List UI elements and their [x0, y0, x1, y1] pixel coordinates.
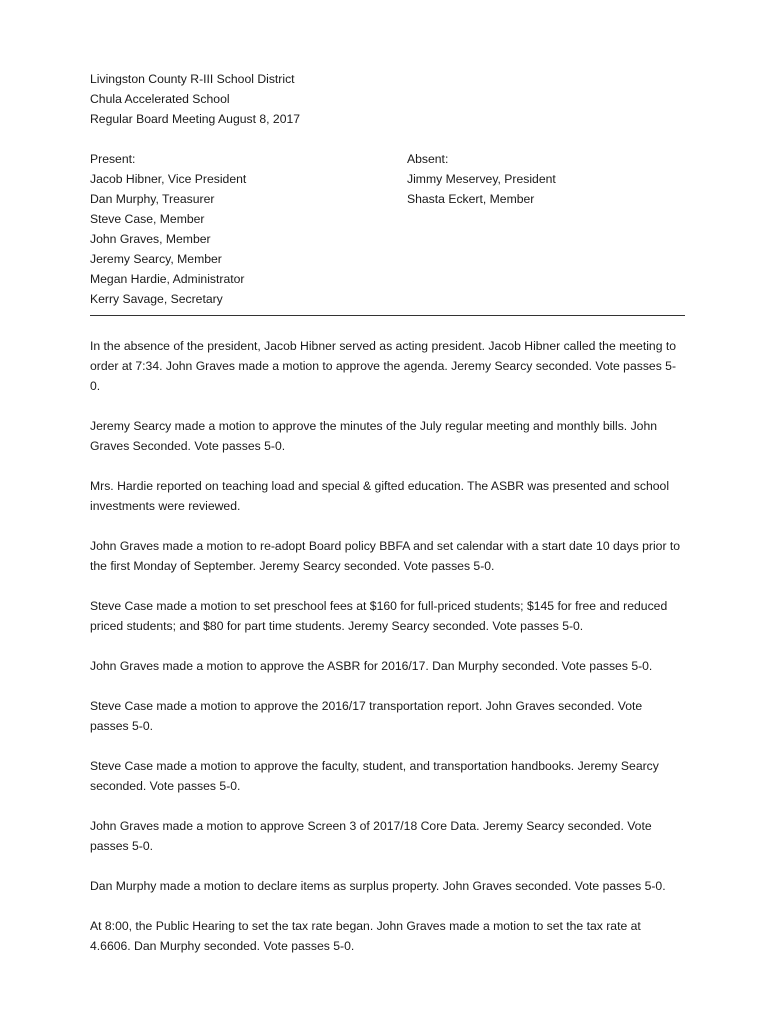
present-column [90, 149, 407, 309]
present-label: Present: [90, 152, 136, 166]
present-member: Jeremy Searcy, Member [90, 252, 222, 266]
school-name: Chula Accelerated School [90, 92, 230, 106]
present-member: John Graves, Member [90, 232, 211, 246]
document-header [90, 69, 685, 129]
present-member: Dan Murphy, Treasurer [90, 192, 215, 206]
minutes-paragraph: Mrs. Hardie reported on teaching load and special & gifted education. The ASBR was presented and school investments were reviewed. [90, 479, 670, 513]
absent-member: Shasta Eckert, Member [407, 192, 535, 206]
absent-member: Jimmy Meservey, President [407, 172, 556, 186]
minutes-paragraph: Jeremy Searcy made a motion to approve the minutes of the July regular meeting and monthly bills. John Graves Seconded. Vote passes 5-0. [90, 419, 658, 453]
minutes-paragraph: John Graves made a motion to approve the ASBR for 2016/17. Dan Murphy seconded. Vote passes 5-0. [90, 659, 653, 673]
minutes-body [90, 336, 685, 956]
minutes-paragraph: Dan Murphy made a motion to declare items as surplus property. John Graves seconded. Vote passes 5-0. [90, 879, 666, 893]
minutes-paragraph: Steve Case made a motion to approve the 2016/17 transportation report. John Graves seconded. Vote passes 5-0. [90, 699, 643, 733]
minutes-paragraph: In the absence of the president, Jacob Hibner served as acting president. Jacob Hibner called the meeting to order at 7:34. John Graves made a motion to approve the agenda. Jeremy Searcy seconded. Vote passes 5-0. [90, 339, 677, 393]
minutes-paragraph: John Graves made a motion to re-adopt Board policy BBFA and set calendar with a start date 10 days prior to the first Monday of September. Jeremy Searcy seconded. Vote passes 5-0. [90, 539, 681, 573]
present-member: Kerry Savage, Secretary [90, 292, 223, 306]
minutes-paragraph: John Graves made a motion to approve Screen 3 of 2017/18 Core Data. Jeremy Searcy seconded. Vote passes 5-0. [90, 819, 652, 853]
present-member: Steve Case, Member [90, 212, 205, 226]
absent-column [407, 149, 685, 309]
present-member: Megan Hardie, Administrator [90, 272, 245, 286]
attendance-section [90, 149, 685, 316]
absent-label: Absent: [407, 152, 449, 166]
meeting-title: Regular Board Meeting August 8, 2017 [90, 112, 301, 126]
minutes-paragraph: Steve Case made a motion to approve the faculty, student, and transportation handbooks. Jeremy Searcy seconded. Vote passes 5-0. [90, 759, 659, 793]
district-name: Livingston County R-III School District [90, 72, 295, 86]
minutes-paragraph: At 8:00, the Public Hearing to set the tax rate began. John Graves made a motion to set the tax rate at 4.6606. Dan Murphy seconded. Vote passes 5-0. [90, 919, 641, 953]
present-member: Jacob Hibner, Vice President [90, 172, 247, 186]
minutes-paragraph: Steve Case made a motion to set preschool fees at $160 for full-priced students; $145 for free and reduced priced students; and $80 for part time students. Jeremy Searcy seconded. Vote passes 5-0. [90, 599, 668, 633]
